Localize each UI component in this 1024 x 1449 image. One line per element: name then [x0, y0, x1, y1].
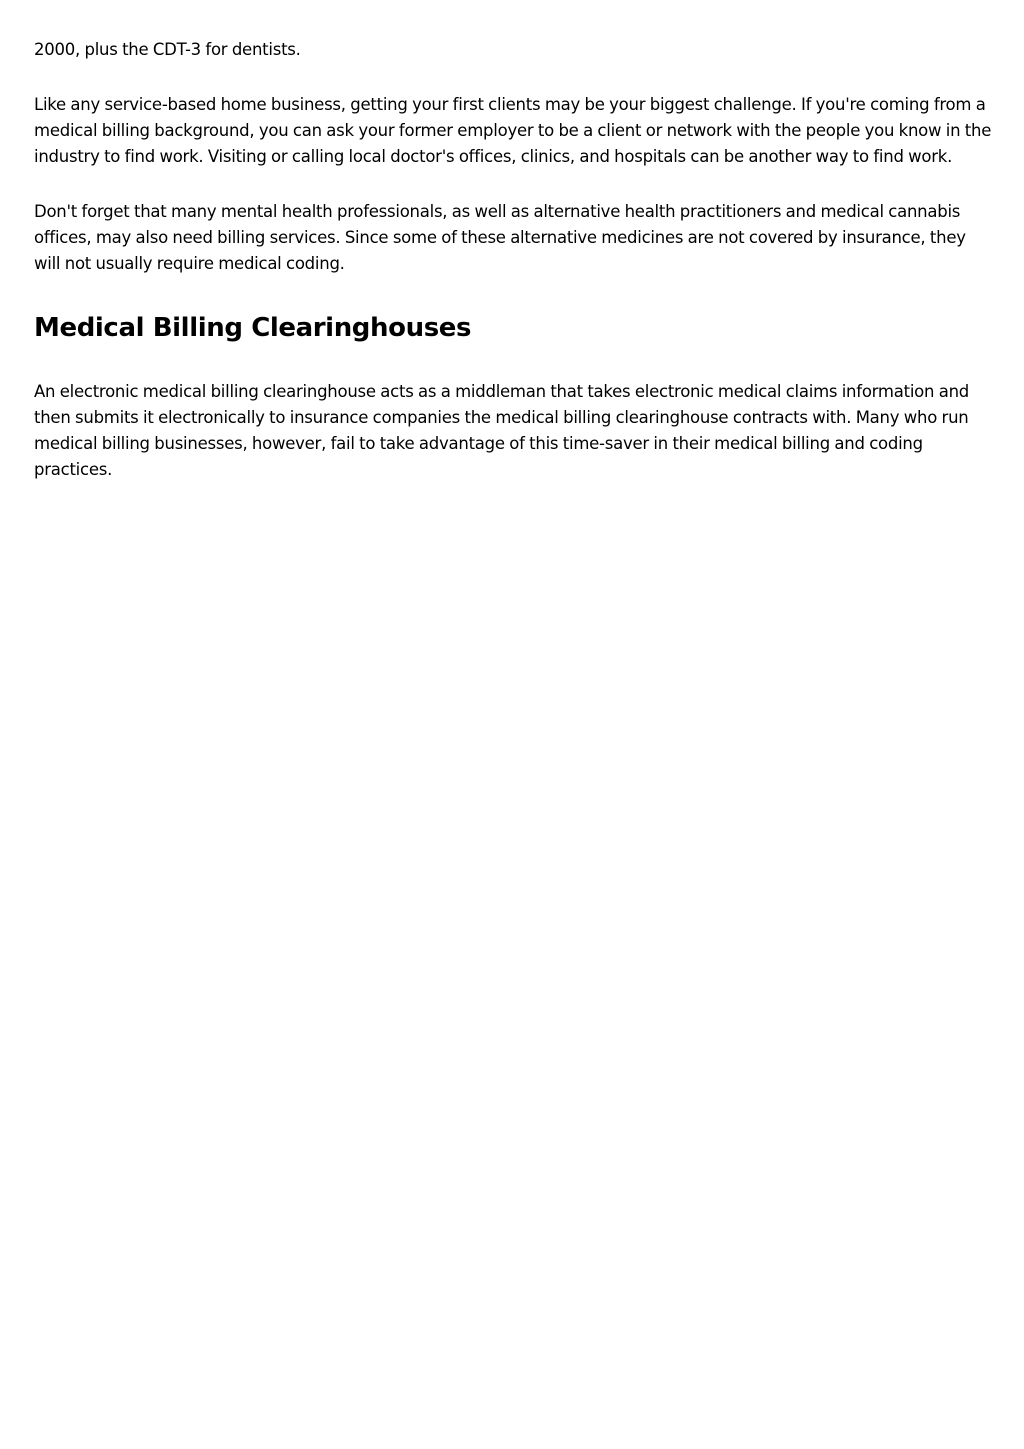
document-page	[34, 0, 994, 483]
section-heading: Medical Billing Clearinghouses	[34, 313, 472, 343]
paragraph-cdt3-intro: 2000, plus the CDT-3 for dentists.	[34, 40, 301, 59]
paragraph-first-clients: Like any service-based home business, getting your first clients may be your biggest challenge. If you're coming from a medical billing background, you can ask your former employer to be a client or network with the people you know in the industry to find work. Visiting or calling local doctor's offices, clinics, and hospitals can be another way to find work.	[34, 95, 992, 166]
paragraph-clearinghouse: An electronic medical billing clearinghouse acts as a middleman that takes electronic medical claims information and then submits it electronically to insurance companies the medical billing clearinghouse contracts with. Many who run medical billing businesses, however, fail to take advantage of this time-saver in their medical billing and coding practices.	[34, 382, 969, 479]
paragraph-alternative-health: Don't forget that many mental health professionals, as well as alternative health practitioners and medical cannabis offices, may also need billing services. Since some of these alternative medicines are not covered by insurance, they will not usually require medical coding.	[34, 202, 966, 273]
